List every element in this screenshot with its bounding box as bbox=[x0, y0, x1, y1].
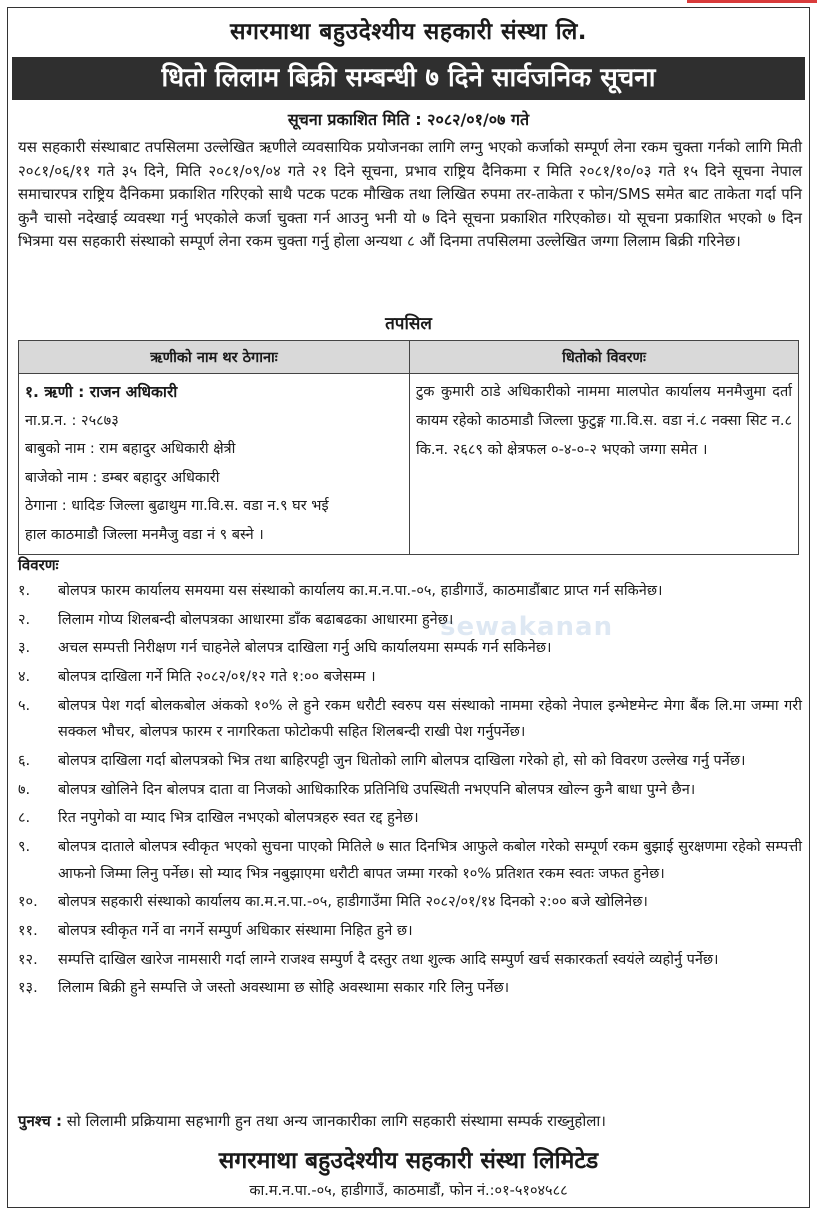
term-item bbox=[18, 693, 802, 746]
term-number: ३. bbox=[18, 640, 31, 657]
permanent-address: ठेगाना : धादिङ जिल्ला बुढाथुम गा.वि.स. वडा न.९ घर भई bbox=[25, 498, 329, 515]
publish-date: सूचना प्रकाशित मिति : २०८२/०१/०७ गते bbox=[287, 110, 530, 129]
term-text: अचल सम्पत्ती निरीक्षण गर्न चाहनेले बोलपत्र दाखिला गर्नु अघि कार्यालयमा सम्पर्क गर्न सकिनेछ। bbox=[58, 640, 552, 657]
term-item bbox=[18, 918, 802, 945]
current-address: हाल काठमाडौ जिल्ला मनमैजु वडा नं ९ बस्ने । bbox=[25, 526, 264, 543]
borrower-cell bbox=[19, 374, 410, 555]
term-number: ९. bbox=[18, 839, 31, 855]
term-number: ६. bbox=[18, 752, 31, 769]
term-text: बोलपत्र सहकारी संस्थाको कार्यालय का.म.न.पा.-०५, हाडीगाउँमा मिति २०८२/०१/१४ दिनको २:०० बजे खोलिनेछ। bbox=[58, 894, 648, 911]
top-accent-bar bbox=[687, 0, 817, 3]
term-item bbox=[18, 834, 802, 887]
term-item bbox=[18, 975, 802, 1002]
postscript bbox=[18, 1110, 802, 1132]
term-item bbox=[18, 947, 802, 974]
term-text: बोलपत्र दाताले बोलपत्र स्वीकृत भएको सुचना पाएको मितिले ७ सात दिनभित्र आफुले कबोल गरेको सम्पूर्ण रकम बुझाई सुरक्षणमा रहेको सम्पत्ती आफनो जिम्मा लिनु पर्नेछ। सो म्याद भित्र नबुझाएमा धरौटी बापत जम्मा गरको १०% प्रतिशत रकम स्वतः जफत हुनेछ। bbox=[58, 839, 802, 882]
term-item bbox=[18, 578, 802, 605]
footer-org-name: सगरमाथा बहुउदेश्यीय सहकारी संस्था लिमिटेड bbox=[218, 1148, 599, 1174]
term-text: रित नपुगेको वा म्याद भित्र दाखिल नभएको बोलपत्रहरु स्वत रद्द हुनेछ। bbox=[58, 810, 419, 827]
term-number: २. bbox=[18, 611, 31, 628]
term-text: बोलपत्र दाखिला गर्ने मिति २०८२/०१/१२ गते १:०० बजेसम्म । bbox=[58, 669, 376, 686]
postscript-label: पुनश्च : bbox=[18, 1112, 62, 1130]
borrower-name: १. ऋणी : राजन अधिकारी bbox=[25, 383, 178, 401]
term-item bbox=[18, 664, 802, 691]
footer-address: का.म.न.पा.-०५, हाडीगाउँ, काठमाडौं, फोन नं.:०१-५१०४५८८ bbox=[249, 1183, 568, 1199]
postscript-text: सो लिलामी प्रक्रियामा सहभागी हुन तथा अन्य जानकारीका लागि सहकारी संस्थामा सम्पर्क राख्नुहोला। bbox=[66, 1112, 606, 1130]
schedule-header-row bbox=[19, 341, 799, 374]
term-number: ८. bbox=[18, 810, 31, 827]
term-number: ४. bbox=[18, 669, 31, 686]
collateral-description: टुक कुमारी ठाडे अधिकारीको नाममा मालपोत कार्यालय मनमैजुमा दर्ता कायम रहेको काठमाडौ जिल्ला फुटुङ्ग गा.वि.स. वडा नं.८ नक्सा सिट न.८ कि.न. २६८९ को क्षेत्रफल ०-४-०-२ भएको जग्गा समेत । bbox=[410, 374, 799, 555]
term-item bbox=[18, 748, 802, 775]
term-number: १०. bbox=[18, 894, 38, 911]
borrower-column-header: ऋणीको नाम थर ठेगानाः bbox=[19, 341, 410, 374]
term-item bbox=[18, 805, 802, 832]
details-label: विवरणः bbox=[18, 556, 59, 574]
intro-paragraph: यस सहकारी संस्थाबाट तपसिलमा उल्लेखित ऋणीले व्यवसायिक प्रयोजनका लागि लग्नु भएको कर्जाको सम्पूर्ण लेना रकम चुक्ता गर्नको लागि मिती २०८१/०६/११ गते ३५ दिने, मिति २०८१/०९/०४ गते २१ दिने सूचना, प्रभाव राष्ट्रिय दैनिकमा र मिति २०८१/१०/०३ गते १५ दिने सूचना नेपाल समाचारपत्र राष्ट्रिय दैनिकमा प्रकाशित गरिएको साथै पटक पटक मौखिक तथा लिखित रुपमा तर-ताकेता र फोन/SMS समेत बाट ताकेता गर्दा पनि कुनै चासो नदेखाई व्यवस्था गर्नु भएकोले कर्जा चुक्ता गर्न आउनु भनी यो ७ दिने सूचना प्रकाशित गरिएकोछ। यो सूचना प्रकाशित भएको ७ दिन भित्रमा यस सहकारी संस्थाको सम्पूर्ण लेना रकम चुक्ता गर्नु होला अन्यथा ८ औं दिनमा तपसिलमा उल्लेखित जग्गा लिलाम बिक्री गरिनेछ। bbox=[18, 138, 802, 251]
term-number: १२. bbox=[18, 951, 38, 968]
term-number: ११. bbox=[18, 922, 38, 939]
term-text: बोलपत्र खोलिने दिन बोलपत्र दाता वा निजको आधिकारिक प्रतिनिधि उपस्थिती नभएपनि बोलपत्र खोल्न कुनै बाधा पुग्ने छैन। bbox=[58, 781, 696, 798]
term-number: १. bbox=[18, 583, 31, 599]
terms-list bbox=[18, 578, 802, 1004]
schedule-row bbox=[19, 374, 799, 555]
notice-title-banner: धितो लिलाम बिक्री सम्बन्धी ७ दिने सार्वजनिक सूचना bbox=[12, 57, 805, 100]
term-text: बोलपत्र स्वीकृत गर्ने वा नगर्ने सम्पुर्ण अधिकार संस्थामा निहित हुने छ। bbox=[58, 922, 413, 939]
term-text: लिलाम गोप्य शिलबन्दी बोलपत्रका आधारमा डाँक बढाबढका आधारमा हुनेछ। bbox=[58, 611, 454, 628]
father-name: बाबुको नाम : राम बहादुर अधिकारी क्षेत्री bbox=[25, 441, 236, 458]
term-text: लिलाम बिक्री हुने सम्पत्ति जे जस्तो अवस्थामा छ सोहि अवस्थामा सकार गरि लिनु पर्नेछ। bbox=[58, 980, 510, 997]
term-text: बोलपत्र पेश गर्दा बोलकबोल अंकको १०% ले हुने रकम धरौटी स्वरुप यस संस्थाको नाममा रहेको नेपाल इन्भेष्टमेन्ट मेगा बैंक लि.मा जम्मा गरी सक्कल भौचर, बोलपत्र फारम र नागरिकता फोटोकपी सहित शिलबन्दी राखी पेश गर्नुपर्नेछ। bbox=[58, 697, 802, 741]
term-item bbox=[18, 635, 802, 662]
term-item bbox=[18, 607, 802, 634]
schedule-heading: तपसिल bbox=[385, 314, 432, 334]
term-item bbox=[18, 777, 802, 804]
term-number: ५. bbox=[18, 697, 31, 714]
watermark: sewakanan bbox=[440, 612, 614, 642]
schedule-table bbox=[18, 340, 799, 555]
term-text: बोलपत्र फारम कार्यालय समयमा यस संस्थाको कार्यालय का.म.न.पा.-०५, हाडीगाउँ, काठमाडौंबाट प्राप्त गर्न सकिनेछ। bbox=[58, 583, 663, 599]
grandfather-name: बाजेको नाम : डम्बर बहादुर अधिकारी bbox=[25, 469, 220, 486]
org-name: सगरमाथा बहुउदेश्यीय सहकारी संस्था लि. bbox=[229, 19, 588, 45]
term-text: बोलपत्र दाखिला गर्दा बोलपत्रको भित्र तथा बाहिरपट्टी जुन धितोको लागि बोलपत्र दाखिला गरेको हो, सो को विवरण उल्लेख गर्नु पर्नेछ। bbox=[58, 752, 746, 769]
term-text: सम्पत्ति दाखिल खारेज नामसारी गर्दा लाग्ने राजश्व सम्पुर्ण दै दस्तुर तथा शुल्क आदि सम्पुर्ण खर्च सकारकर्ता स्वयंले व्यहोर्नु पर्नेछ। bbox=[58, 951, 719, 968]
collateral-column-header: धितोको विवरणः bbox=[410, 341, 799, 374]
term-item bbox=[18, 889, 802, 916]
term-number: ७. bbox=[18, 781, 31, 798]
term-number: १३. bbox=[18, 980, 38, 997]
citizenship-number: ना.प्र.न. : २५८७३ bbox=[25, 412, 119, 429]
